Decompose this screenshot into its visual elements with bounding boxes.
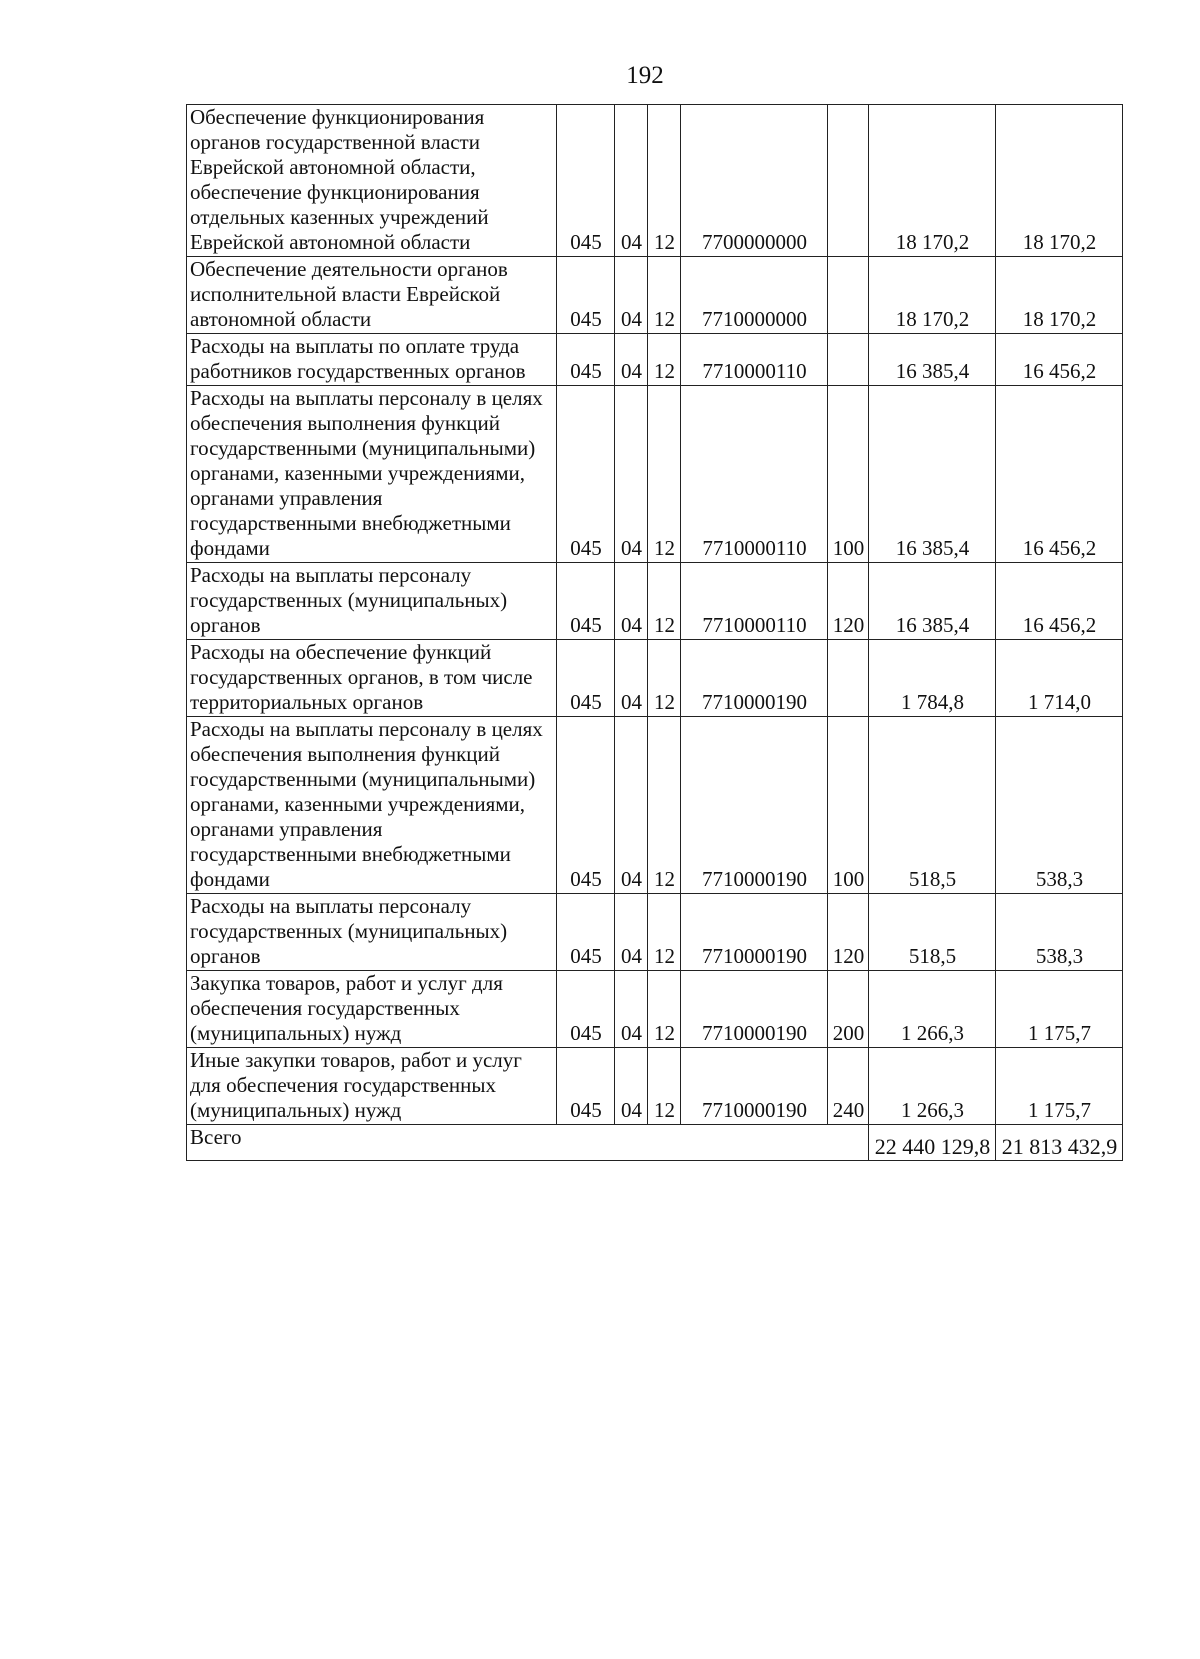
table-row bbox=[187, 640, 1123, 717]
row-rz: 04 bbox=[615, 971, 648, 1048]
total-row bbox=[187, 1125, 1123, 1161]
table-row bbox=[187, 1048, 1123, 1125]
page-number: 192 bbox=[626, 62, 664, 89]
row-csr: 7710000110 bbox=[681, 386, 828, 563]
row-grbs: 045 bbox=[557, 257, 615, 334]
row-grbs: 045 bbox=[557, 386, 615, 563]
row-pr: 12 bbox=[648, 386, 681, 563]
row-name: Расходы на выплаты по оплате труда работников государственных органов bbox=[187, 334, 557, 386]
row-grbs: 045 bbox=[557, 563, 615, 640]
row-pr: 12 bbox=[648, 971, 681, 1048]
row-name: Расходы на выплаты персоналу в целях обеспечения выполнения функций государственными (муниципальными) органами, казенными учреждениями, органами управления государственными внебюджетными фондами bbox=[187, 386, 557, 563]
row-grbs: 045 bbox=[557, 717, 615, 894]
total-label: Всего bbox=[187, 1125, 869, 1161]
row-year1: 1 266,3 bbox=[869, 971, 996, 1048]
row-csr: 7710000110 bbox=[681, 334, 828, 386]
table-row bbox=[187, 386, 1123, 563]
table-row bbox=[187, 257, 1123, 334]
row-rz: 04 bbox=[615, 640, 648, 717]
row-vr bbox=[828, 257, 869, 334]
row-csr: 7710000110 bbox=[681, 563, 828, 640]
row-pr: 12 bbox=[648, 1048, 681, 1125]
table-row bbox=[187, 334, 1123, 386]
row-vr bbox=[828, 105, 869, 257]
row-csr: 7710000190 bbox=[681, 971, 828, 1048]
row-pr: 12 bbox=[648, 563, 681, 640]
row-rz: 04 bbox=[615, 563, 648, 640]
row-grbs: 045 bbox=[557, 105, 615, 257]
table-row bbox=[187, 563, 1123, 640]
row-grbs: 045 bbox=[557, 1048, 615, 1125]
row-vr: 200 bbox=[828, 971, 869, 1048]
row-rz: 04 bbox=[615, 894, 648, 971]
row-name: Расходы на выплаты персоналу в целях обеспечения выполнения функций государственными (муниципальными) органами, казенными учреждениями, органами управления государственными внебюджетными фондами bbox=[187, 717, 557, 894]
row-year2: 1 714,0 bbox=[996, 640, 1123, 717]
budget-table bbox=[186, 104, 1123, 1161]
row-vr: 240 bbox=[828, 1048, 869, 1125]
row-vr: 120 bbox=[828, 894, 869, 971]
row-vr bbox=[828, 640, 869, 717]
row-year1: 18 170,2 bbox=[869, 105, 996, 257]
row-rz: 04 bbox=[615, 386, 648, 563]
row-year1: 1 266,3 bbox=[869, 1048, 996, 1125]
row-name: Иные закупки товаров, работ и услуг для обеспечения государственных (муниципальных) нужд bbox=[187, 1048, 557, 1125]
row-rz: 04 bbox=[615, 257, 648, 334]
row-grbs: 045 bbox=[557, 640, 615, 717]
row-csr: 7710000190 bbox=[681, 640, 828, 717]
row-grbs: 045 bbox=[557, 334, 615, 386]
row-name: Расходы на выплаты персоналу государственных (муниципальных) органов bbox=[187, 894, 557, 971]
row-year1: 518,5 bbox=[869, 894, 996, 971]
row-year1: 1 784,8 bbox=[869, 640, 996, 717]
row-rz: 04 bbox=[615, 105, 648, 257]
row-pr: 12 bbox=[648, 640, 681, 717]
row-vr: 120 bbox=[828, 563, 869, 640]
row-year2: 18 170,2 bbox=[996, 257, 1123, 334]
row-year2: 1 175,7 bbox=[996, 1048, 1123, 1125]
table-row bbox=[187, 971, 1123, 1048]
row-year2: 1 175,7 bbox=[996, 971, 1123, 1048]
row-pr: 12 bbox=[648, 257, 681, 334]
row-year1: 518,5 bbox=[869, 717, 996, 894]
row-rz: 04 bbox=[615, 1048, 648, 1125]
row-name: Обеспечение деятельности органов исполнительной власти Еврейской автономной области bbox=[187, 257, 557, 334]
row-rz: 04 bbox=[615, 717, 648, 894]
total-year2: 21 813 432,9 bbox=[996, 1125, 1123, 1161]
row-pr: 12 bbox=[648, 105, 681, 257]
row-rz: 04 bbox=[615, 334, 648, 386]
row-year2: 16 456,2 bbox=[996, 334, 1123, 386]
row-year1: 16 385,4 bbox=[869, 386, 996, 563]
budget-table-body bbox=[187, 105, 1123, 1161]
row-csr: 7710000190 bbox=[681, 894, 828, 971]
row-year1: 16 385,4 bbox=[869, 563, 996, 640]
row-year2: 538,3 bbox=[996, 717, 1123, 894]
row-year2: 538,3 bbox=[996, 894, 1123, 971]
row-vr bbox=[828, 334, 869, 386]
row-year2: 18 170,2 bbox=[996, 105, 1123, 257]
row-pr: 12 bbox=[648, 717, 681, 894]
row-name: Расходы на обеспечение функций государственных органов, в том числе территориальных органов bbox=[187, 640, 557, 717]
row-grbs: 045 bbox=[557, 971, 615, 1048]
row-name: Обеспечение функционирования органов государственной власти Еврейской автономной области, обеспечение функционирования отдельных казенных учреждений Еврейской автономной области bbox=[187, 105, 557, 257]
row-year1: 16 385,4 bbox=[869, 334, 996, 386]
row-name: Закупка товаров, работ и услуг для обеспечения государственных (муниципальных) нужд bbox=[187, 971, 557, 1048]
row-grbs: 045 bbox=[557, 894, 615, 971]
row-year1: 18 170,2 bbox=[869, 257, 996, 334]
table-row bbox=[187, 717, 1123, 894]
row-name: Расходы на выплаты персоналу государственных (муниципальных) органов bbox=[187, 563, 557, 640]
row-year2: 16 456,2 bbox=[996, 563, 1123, 640]
row-vr: 100 bbox=[828, 717, 869, 894]
row-pr: 12 bbox=[648, 334, 681, 386]
row-year2: 16 456,2 bbox=[996, 386, 1123, 563]
row-csr: 7710000190 bbox=[681, 717, 828, 894]
row-csr: 7700000000 bbox=[681, 105, 828, 257]
table-row bbox=[187, 894, 1123, 971]
row-csr: 7710000000 bbox=[681, 257, 828, 334]
table-row bbox=[187, 105, 1123, 257]
total-year1: 22 440 129,8 bbox=[869, 1125, 996, 1161]
row-csr: 7710000190 bbox=[681, 1048, 828, 1125]
row-pr: 12 bbox=[648, 894, 681, 971]
row-vr: 100 bbox=[828, 386, 869, 563]
